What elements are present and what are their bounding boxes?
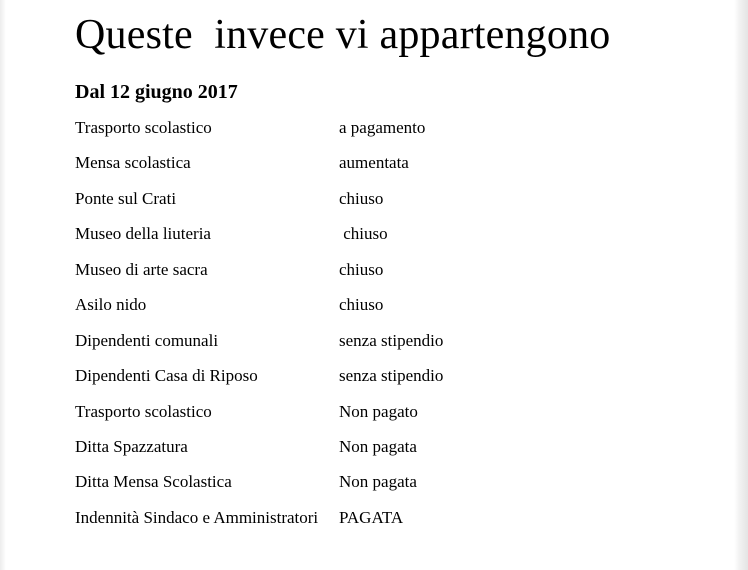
page-edge-shadow-right — [734, 0, 748, 570]
list-item — [75, 151, 715, 186]
item-label: Trasporto scolastico — [75, 118, 212, 137]
item-status: senza stipendio — [339, 366, 444, 386]
item-label: Ditta Spazzatura — [75, 436, 188, 456]
item-status: chiuso — [339, 188, 384, 208]
item-status: PAGATA — [339, 507, 404, 527]
document-subtitle: Dal 12 giugno 2017 — [75, 81, 238, 103]
list-item — [75, 222, 715, 257]
status-list — [75, 116, 715, 541]
list-item — [75, 435, 715, 470]
item-status: Non pagato — [339, 401, 418, 421]
item-label: Mensa scolastica — [75, 153, 191, 173]
item-label: Dipendenti Casa di Riposo — [75, 366, 258, 386]
list-item — [75, 400, 715, 435]
item-status: Non pagata — [339, 472, 417, 492]
list-item — [75, 293, 715, 328]
list-item — [75, 364, 715, 399]
page-edge-shadow-left — [0, 0, 6, 570]
item-label: Trasporto scolastico — [75, 401, 212, 421]
item-label: Asilo nido — [75, 295, 147, 315]
item-label: Museo della liuteria — [75, 224, 211, 244]
item-label: Ponte sul Crati — [75, 188, 177, 208]
item-label: Indennità Sindaco e Amministratori — [75, 507, 319, 527]
item-status: Non pagata — [339, 436, 417, 456]
item-status: chiuso — [339, 295, 384, 315]
item-status: chiuso — [339, 224, 388, 244]
item-status: senza stipendio — [339, 330, 444, 350]
item-label: Dipendenti comunali — [75, 330, 219, 350]
list-item — [75, 470, 715, 505]
item-status: a pagamento — [339, 118, 426, 137]
item-label: Museo di arte sacra — [75, 259, 208, 279]
document-title: Queste invece vi appartengono — [75, 12, 611, 58]
item-status: aumentata — [339, 153, 409, 173]
item-status: chiuso — [339, 259, 384, 279]
list-item — [75, 258, 715, 293]
item-label: Ditta Mensa Scolastica — [75, 472, 232, 492]
list-item — [75, 116, 715, 151]
list-item — [75, 187, 715, 222]
list-item — [75, 506, 715, 541]
list-item — [75, 329, 715, 364]
